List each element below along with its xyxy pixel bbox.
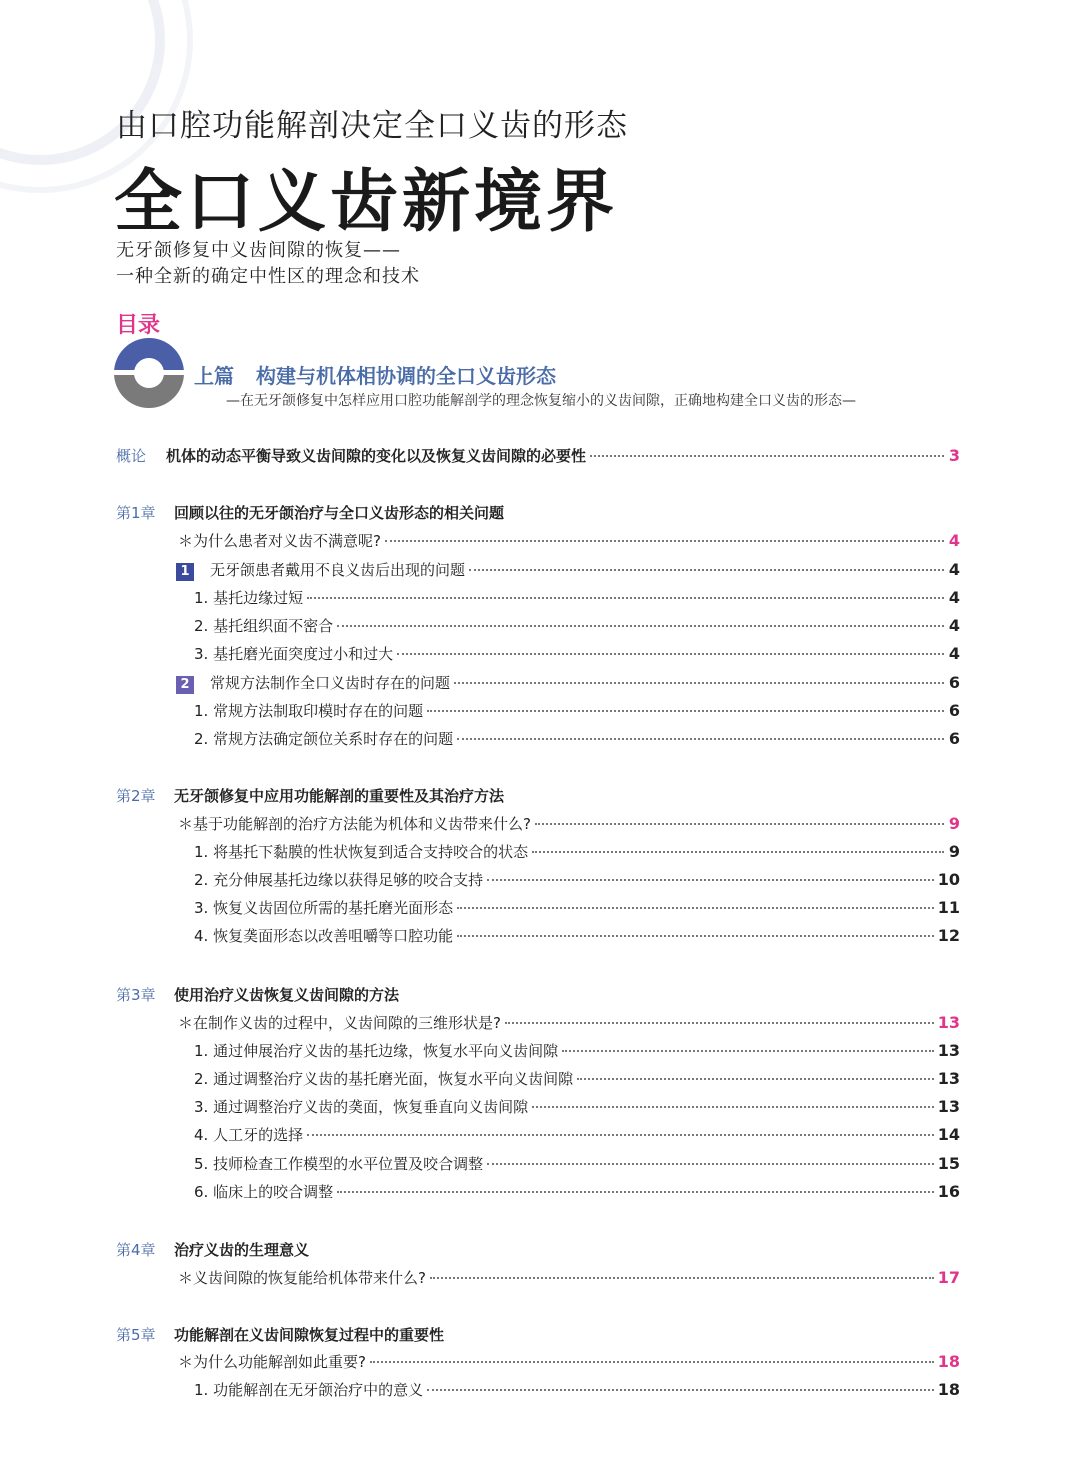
chapter-title[interactable]: 无牙颌修复中应用功能解剖的重要性及其治疗方法 bbox=[174, 787, 505, 805]
page-number: 11 bbox=[937, 898, 960, 917]
dot-leader bbox=[457, 907, 934, 909]
book-subtitle-line1: 无牙颌修复中义齿间隙的恢复—— bbox=[116, 240, 401, 261]
toc-entry-section[interactable] bbox=[176, 672, 960, 694]
toc-entry[interactable] bbox=[194, 1379, 960, 1401]
dot-leader bbox=[397, 653, 944, 655]
dot-leader bbox=[385, 540, 944, 542]
page-number: 4 bbox=[948, 644, 960, 663]
dot-leader bbox=[505, 1022, 934, 1024]
entry-text: 3. 恢复义齿固位所需的基托磨光面形态 bbox=[194, 899, 454, 917]
toc-entry[interactable] bbox=[194, 1068, 960, 1090]
dot-leader bbox=[307, 1134, 934, 1136]
page-number: 6 bbox=[948, 701, 960, 720]
dot-leader bbox=[562, 1050, 934, 1052]
chapter-title[interactable]: 治疗义齿的生理意义 bbox=[174, 1241, 310, 1259]
dot-leader bbox=[427, 710, 944, 712]
entry-text: 2. 通过调整治疗义齿的基托磨光面，恢复水平向义齿间隙 bbox=[194, 1070, 574, 1088]
page-number: 18 bbox=[937, 1380, 960, 1399]
entry-text: 1. 功能解剖在无牙颌治疗中的意义 bbox=[194, 1381, 424, 1399]
toc-entry[interactable] bbox=[194, 925, 960, 947]
page-number: 4 bbox=[948, 560, 960, 579]
section-heading bbox=[176, 672, 450, 694]
overview-title: 机体的动态平衡导致义齿间隙的变化以及恢复义齿间隙的必要性 bbox=[166, 447, 587, 465]
page-number: 4 bbox=[948, 588, 960, 607]
entry-text: 2. 常规方法确定颌位关系时存在的问题 bbox=[194, 730, 454, 748]
dot-leader bbox=[590, 455, 944, 457]
page-number: 9 bbox=[948, 842, 960, 861]
page-number: 13 bbox=[937, 1041, 960, 1060]
section-text: 无牙颌患者戴用不良义齿后出现的问题 bbox=[210, 561, 466, 579]
dot-leader bbox=[457, 738, 944, 740]
dot-leader bbox=[337, 1191, 934, 1193]
page-number: 17 bbox=[937, 1268, 960, 1287]
toc-entry-overview[interactable] bbox=[166, 445, 960, 467]
question-text: ＊为什么功能解剖如此重要? bbox=[178, 1353, 366, 1371]
page-number: 13 bbox=[937, 1013, 960, 1032]
toc-entry-question[interactable] bbox=[178, 1012, 960, 1034]
toc-entry[interactable] bbox=[194, 615, 960, 637]
toc-entry[interactable] bbox=[194, 1040, 960, 1062]
page-number: 15 bbox=[937, 1154, 960, 1173]
question-text: ＊为什么患者对义齿不满意呢? bbox=[178, 532, 381, 550]
toc-entry[interactable] bbox=[194, 643, 960, 665]
toc-heading: 目录 bbox=[116, 313, 161, 338]
book-subtitle-top: 由口腔功能解剖决定全口义齿的形态 bbox=[116, 108, 628, 144]
chapter-label: 第2章 bbox=[116, 787, 156, 805]
section-number-box: 1 bbox=[176, 563, 194, 581]
dot-leader bbox=[307, 597, 944, 599]
entry-text: 2. 基托组织面不密合 bbox=[194, 617, 334, 635]
chapter-label: 第5章 bbox=[116, 1326, 156, 1344]
toc-entry-section[interactable] bbox=[176, 559, 960, 581]
dot-leader bbox=[454, 682, 944, 684]
chapter-title[interactable]: 使用治疗义齿恢复义齿间隙的方法 bbox=[174, 986, 400, 1004]
toc-entry[interactable] bbox=[194, 1124, 960, 1146]
entry-text: 1. 基托边缘过短 bbox=[194, 589, 304, 607]
entry-text: 6. 临床上的咬合调整 bbox=[194, 1183, 334, 1201]
entry-text: 5. 技师检查工作模型的水平位置及咬合调整 bbox=[194, 1155, 484, 1173]
part-subtitle: —在无牙颌修复中怎样应用口腔功能解剖学的理念恢复缩小的义齿间隙，正确地构建全口义齿的形态— bbox=[226, 393, 856, 409]
dot-leader bbox=[577, 1078, 934, 1080]
section-heading bbox=[176, 559, 465, 581]
toc-entry[interactable] bbox=[194, 728, 960, 750]
part-title bbox=[194, 360, 556, 389]
book-subtitle bbox=[116, 238, 420, 290]
entry-text: 3. 基托磨光面突度过小和过大 bbox=[194, 645, 394, 663]
entry-text: 3. 通过调整治疗义齿的䶮面，恢复垂直向义齿间隙 bbox=[194, 1098, 529, 1116]
page-number: 10 bbox=[937, 870, 960, 889]
chapter-label: 第1章 bbox=[116, 504, 156, 522]
dot-leader bbox=[337, 625, 944, 627]
book-title: 全口义齿新境界 bbox=[114, 163, 619, 242]
dot-leader bbox=[532, 851, 944, 853]
dot-leader bbox=[487, 879, 934, 881]
section-text: 常规方法制作全口义齿时存在的问题 bbox=[210, 674, 451, 692]
toc-entry[interactable] bbox=[194, 869, 960, 891]
section-number-box: 2 bbox=[176, 676, 194, 694]
entry-text: 1. 将基托下黏膜的性状恢复到适合支持咬合的状态 bbox=[194, 843, 529, 861]
chapter-label: 第3章 bbox=[116, 986, 156, 1004]
chapter-label: 第4章 bbox=[116, 1241, 156, 1259]
overview-label: 概论 bbox=[116, 447, 147, 465]
page-number: 16 bbox=[937, 1182, 960, 1201]
page-number: 14 bbox=[937, 1125, 960, 1144]
page-number: 4 bbox=[948, 531, 960, 550]
toc-entry-question[interactable] bbox=[178, 1351, 960, 1373]
toc-entry-question[interactable] bbox=[178, 1267, 960, 1289]
book-subtitle-line2: 一种全新的确定中性区的理念和技术 bbox=[116, 266, 420, 287]
page-number: 12 bbox=[937, 926, 960, 945]
toc-entry[interactable] bbox=[194, 841, 960, 863]
page-number: 13 bbox=[937, 1097, 960, 1116]
entry-text: 1. 通过伸展治疗义齿的基托边缘，恢复水平向义齿间隙 bbox=[194, 1042, 559, 1060]
question-text: ＊基于功能解剖的治疗方法能为机体和义齿带来什么? bbox=[178, 815, 531, 833]
toc-entry[interactable] bbox=[194, 587, 960, 609]
dot-leader bbox=[427, 1389, 934, 1391]
dot-leader bbox=[430, 1277, 934, 1279]
toc-entry[interactable] bbox=[194, 1181, 960, 1203]
dot-leader bbox=[487, 1163, 934, 1165]
page-number: 18 bbox=[937, 1352, 960, 1371]
dot-leader bbox=[457, 935, 934, 937]
part-name: 构建与机体相协调的全口义齿形态 bbox=[256, 364, 556, 388]
toc-entry-question[interactable] bbox=[178, 530, 960, 552]
toc-entry[interactable] bbox=[194, 1096, 960, 1118]
toc-entry[interactable] bbox=[194, 897, 960, 919]
chapter-title[interactable]: 功能解剖在义齿间隙恢复过程中的重要性 bbox=[174, 1326, 445, 1344]
dot-leader bbox=[532, 1106, 934, 1108]
entry-text: 2. 充分伸展基托边缘以获得足够的咬合支持 bbox=[194, 871, 484, 889]
chapter-title[interactable]: 回顾以往的无牙颌治疗与全口义齿形态的相关问题 bbox=[174, 504, 505, 522]
toc-entry[interactable] bbox=[194, 700, 960, 722]
dot-leader bbox=[535, 823, 944, 825]
page-number: 6 bbox=[948, 673, 960, 692]
toc-entry[interactable] bbox=[194, 1153, 960, 1175]
page-number: 3 bbox=[948, 446, 960, 465]
dot-leader bbox=[370, 1361, 934, 1363]
part-label: 上篇 bbox=[194, 364, 234, 388]
toc-entry-question[interactable] bbox=[178, 813, 960, 835]
page-number: 6 bbox=[948, 729, 960, 748]
entry-text: 1. 常规方法制取印模时存在的问题 bbox=[194, 702, 424, 720]
page-number: 13 bbox=[937, 1069, 960, 1088]
page-number: 9 bbox=[948, 814, 960, 833]
entry-text: 4. 恢复䶮面形态以改善咀嚼等口腔功能 bbox=[194, 927, 454, 945]
question-text: ＊在制作义齿的过程中，义齿间隙的三维形状是? bbox=[178, 1014, 501, 1032]
dot-leader bbox=[469, 569, 944, 571]
entry-text: 4. 人工牙的选择 bbox=[194, 1126, 304, 1144]
question-text: ＊义齿间隙的恢复能给机体带来什么? bbox=[178, 1269, 426, 1287]
page-number: 4 bbox=[948, 616, 960, 635]
part-emblem-icon bbox=[112, 336, 186, 410]
